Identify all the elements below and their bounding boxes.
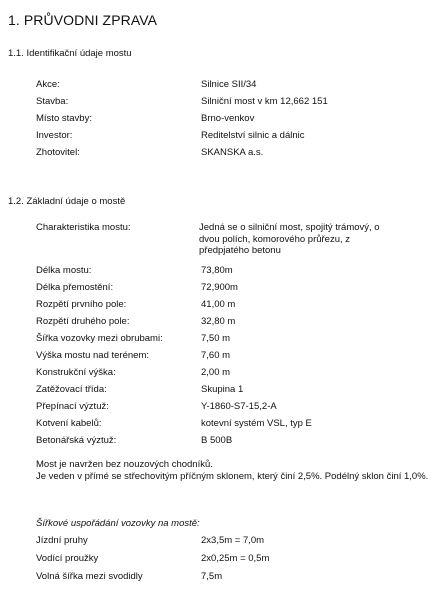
document-title: 1. PRŮVODNI ZPRAVA: [8, 12, 158, 28]
ident-value: Brno-venkov: [201, 113, 255, 124]
ident-label: Akce:: [36, 79, 60, 90]
param-label: Délka přemostění:: [36, 282, 114, 293]
param-label: Betonářská výztuž:: [36, 435, 117, 446]
ident-label: Investor:: [36, 130, 73, 141]
param-value: B 500B: [201, 435, 233, 446]
layout-value: 2x0,25m = 0,5m: [201, 553, 270, 564]
road-layout-heading: Šířkové uspořádání vozovky na mostě:: [36, 518, 200, 529]
characteristic-label: Charakteristika mostu:: [36, 222, 131, 233]
layout-label: Volná šířka mezi svodidly: [36, 571, 143, 582]
param-value: 7,60 m: [201, 350, 231, 361]
param-value: kotevní systém VSL, typ E: [201, 418, 312, 429]
param-label: Přepínací výztuž:: [36, 401, 109, 412]
param-value: 41,00 m: [201, 299, 236, 310]
param-label: Rozpětí prvního pole:: [36, 299, 127, 310]
param-label: Šířka vozovky mezi obrubami:: [36, 333, 163, 344]
ident-label: Zhotovitel:: [36, 147, 80, 158]
ident-value: SKANSKA a.s.: [201, 147, 264, 158]
param-label: Rozpětí druhého pole:: [36, 316, 130, 327]
ident-value: Silniční most v km 12,662 151: [201, 96, 328, 107]
section-1-heading: 1.1. Identifikační údaje mostu: [8, 48, 132, 59]
param-label: Kotvení kabelů:: [36, 418, 102, 429]
param-value: 2,00 m: [201, 367, 231, 378]
ident-value: Reditelství silnic a dálnic: [201, 130, 305, 141]
characteristic-row: [0, 222, 437, 262]
param-value: 7,50 m: [201, 333, 231, 344]
param-label: Délka mostu:: [36, 265, 92, 276]
param-value: Y-1860-S7-15,2-A: [201, 401, 277, 412]
section-2-heading: 1.2. Základní údaje o mostě: [8, 196, 126, 207]
param-label: Výška mostu nad terénem:: [36, 350, 149, 361]
ident-label: Stavba:: [36, 96, 69, 107]
layout-label: Vodící proužky: [36, 553, 99, 564]
param-value: Skupina 1: [201, 384, 244, 395]
description-line-2: Je veden v přímé se střechovitým příčným sklonem, který činí 2,5%. Podélný sklon činí 1,0%.: [36, 470, 429, 482]
layout-value: 2x3,5m = 7,0m: [201, 535, 265, 546]
param-value: 72,900m: [201, 282, 238, 293]
param-label: Konstrukční výška:: [36, 367, 116, 378]
description-line-1: Most je navržen bez nouzových chodníků.: [36, 459, 213, 470]
ident-label: Místo stavby:: [36, 113, 92, 124]
description-paragraph: [36, 459, 431, 482]
param-value: 32,80 m: [201, 316, 236, 327]
ident-value: Silnice SII/34: [201, 79, 257, 90]
layout-value: 7,5m: [201, 571, 223, 582]
characteristic-value: Jedná se o silniční most, spojitý trámový, o dvou polích, komorového průřezu, z předpjatého betonu: [199, 222, 380, 256]
param-value: 73,80m: [201, 265, 233, 276]
param-label: Zatěžovací třída:: [36, 384, 107, 395]
layout-label: Jízdní pruhy: [36, 535, 88, 546]
